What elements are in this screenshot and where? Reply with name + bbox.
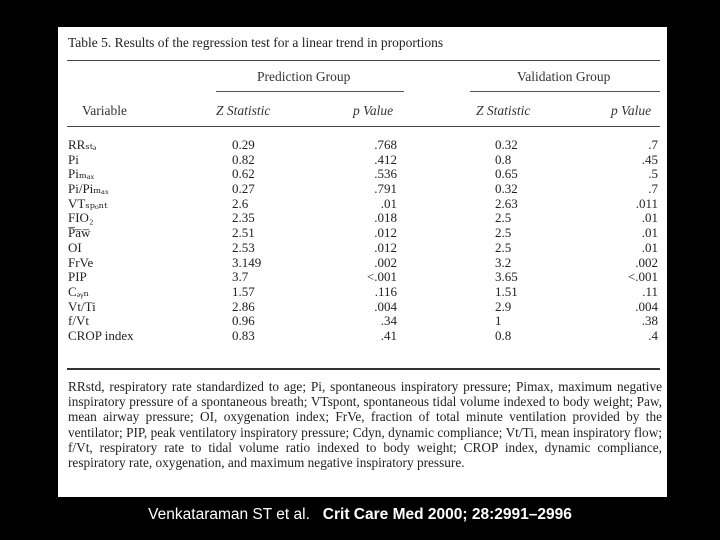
cell-z-validation: 3.2 <box>495 254 512 270</box>
cell-z-prediction: 3.7 <box>232 269 249 285</box>
table-row <box>58 138 667 153</box>
table-body <box>58 138 667 344</box>
cell-z-prediction: 0.96 <box>232 313 255 329</box>
column-header-variable: Variable <box>82 103 127 118</box>
cell-p-prediction: .012 <box>374 239 397 255</box>
citation-caption <box>0 506 720 524</box>
cell-p-prediction: <.001 <box>366 269 397 285</box>
cell-variable: CROP index <box>68 327 134 343</box>
cell-z-prediction: 0.29 <box>232 137 255 152</box>
cell-variable: f/Vt <box>68 313 89 329</box>
top-rule <box>67 60 660 61</box>
cell-variable: OI <box>68 239 82 255</box>
table-row <box>58 182 667 197</box>
cell-p-prediction: .004 <box>374 298 397 314</box>
cell-p-prediction: .34 <box>380 313 397 329</box>
cell-variable: Vt/Ti <box>68 298 96 314</box>
table-row <box>58 167 667 182</box>
cell-p-prediction: .116 <box>374 283 397 299</box>
cell-p-validation: .7 <box>648 137 658 152</box>
prediction-subrule <box>216 91 404 92</box>
cell-z-prediction: 0.82 <box>232 151 255 167</box>
cell-p-prediction: .41 <box>380 327 397 343</box>
column-header-p-prediction: p Value <box>353 103 394 118</box>
column-header-z-validation: Z Statistic <box>476 103 531 118</box>
cell-p-validation: .45 <box>641 151 658 167</box>
table-row <box>58 329 667 344</box>
bottom-rule <box>67 368 660 370</box>
cell-z-prediction: 0.83 <box>232 327 255 343</box>
cell-p-prediction: .412 <box>374 151 397 167</box>
cell-p-validation: .01 <box>641 239 658 255</box>
column-header-p-validation: p Value <box>611 103 652 118</box>
cell-z-validation: 0.32 <box>495 181 518 197</box>
table-row <box>58 285 667 300</box>
cell-p-validation: .11 <box>642 283 658 299</box>
cell-z-validation: 0.65 <box>495 166 518 182</box>
cell-p-validation: .4 <box>648 327 658 343</box>
cell-p-validation: .011 <box>635 195 658 211</box>
cell-p-validation: .38 <box>641 313 658 329</box>
cell-z-prediction: 2.6 <box>232 195 249 211</box>
cell-variable: P̅a̅w̅ <box>68 225 91 241</box>
cell-z-validation: 2.9 <box>495 298 512 314</box>
cell-p-validation: .002 <box>635 254 658 270</box>
cell-z-validation: 0.32 <box>495 137 518 152</box>
cell-p-prediction: .768 <box>374 137 397 152</box>
cell-z-validation: 3.65 <box>495 269 518 285</box>
table-row <box>58 300 667 315</box>
table-row <box>58 226 667 241</box>
cell-p-prediction: .536 <box>374 166 397 182</box>
table-row <box>58 256 667 271</box>
cell-z-validation: 1 <box>495 313 502 329</box>
cell-p-prediction: .018 <box>374 210 397 226</box>
caption-authors: Venkataraman ST et al. <box>148 506 310 523</box>
table-title: Table 5. Results of the regression test for a linear trend in proportions <box>68 35 444 50</box>
cell-variable: Pi/Piₘₐₓ <box>68 181 109 197</box>
column-header-z-prediction: Z Statistic <box>216 103 271 118</box>
cell-z-validation: 2.5 <box>495 239 512 255</box>
cell-z-validation: 2.5 <box>495 210 512 226</box>
cell-z-prediction: 2.35 <box>232 210 255 226</box>
cell-p-validation: .004 <box>635 298 658 314</box>
cell-variable: PIP <box>68 269 87 285</box>
cell-p-prediction: .01 <box>380 195 397 211</box>
cell-variable: Cₔᵧₙ <box>68 283 90 299</box>
cell-z-prediction: 2.51 <box>232 225 255 241</box>
group-header-validation: Validation Group <box>517 69 611 84</box>
cell-p-prediction: .002 <box>374 254 397 270</box>
cell-z-prediction: 0.62 <box>232 166 255 182</box>
cell-variable: FrVe <box>68 254 94 270</box>
cell-p-validation: .01 <box>641 210 658 226</box>
table-row <box>58 270 667 285</box>
table-row <box>58 197 667 212</box>
cell-p-prediction: .791 <box>374 181 397 197</box>
cell-z-validation: 0.8 <box>495 327 512 343</box>
cell-variable: FIO₂ <box>68 210 94 226</box>
cell-z-prediction: 1.57 <box>232 283 255 299</box>
cell-p-validation: .01 <box>641 225 658 241</box>
cell-p-validation: <.001 <box>627 269 658 285</box>
table-page <box>58 27 667 497</box>
cell-z-validation: 2.63 <box>495 195 518 211</box>
cell-p-prediction: .012 <box>374 225 397 241</box>
table-footnote: RRstd, respiratory rate standardized to age; Pi, spontaneous inspiratory pressure; Pimax, maximum negative inspiratory pressure of a spontaneous breath; VTspont, spontaneous tidal volume indexed to body weight; Paw, mean airway pressure; OI, oxygenation index; FrVe, fraction of total minute ventilation provided by the ventilator; PIP, peak ventilatory inspiratory pressure; Cdyn, dynamic compliance; Vt/Ti, mean inspiratory flow; f/Vt, respiratory rate to tidal volume ratio indexed to body weight; CROP index, dynamic compliance, respiratory rate, oxygenation, and maximum negative inspiratory pressure. <box>68 379 662 471</box>
cell-z-validation: 1.51 <box>495 283 518 299</box>
cell-z-prediction: 2.53 <box>232 239 255 255</box>
group-header-prediction: Prediction Group <box>257 69 351 84</box>
table-row <box>58 241 667 256</box>
cell-p-validation: .7 <box>648 181 658 197</box>
cell-variable: VTₛₚₒₙₜ <box>68 195 108 211</box>
table-row <box>58 314 667 329</box>
cell-z-prediction: 3.149 <box>232 254 262 270</box>
cell-z-validation: 2.5 <box>495 225 512 241</box>
cell-variable: Pi <box>68 151 79 167</box>
validation-subrule <box>470 91 660 92</box>
cell-z-validation: 0.8 <box>495 151 512 167</box>
caption-citation: Crit Care Med 2000; 28:2991–2996 <box>322 506 572 523</box>
table-row <box>58 211 667 226</box>
header-rule <box>67 126 660 127</box>
cell-z-prediction: 0.27 <box>232 181 255 197</box>
cell-p-validation: .5 <box>648 166 658 182</box>
cell-variable: RRₛₜₔ <box>68 137 97 152</box>
cell-variable: Piₘₐₓ <box>68 166 95 182</box>
table-row <box>58 153 667 168</box>
cell-z-prediction: 2.86 <box>232 298 255 314</box>
